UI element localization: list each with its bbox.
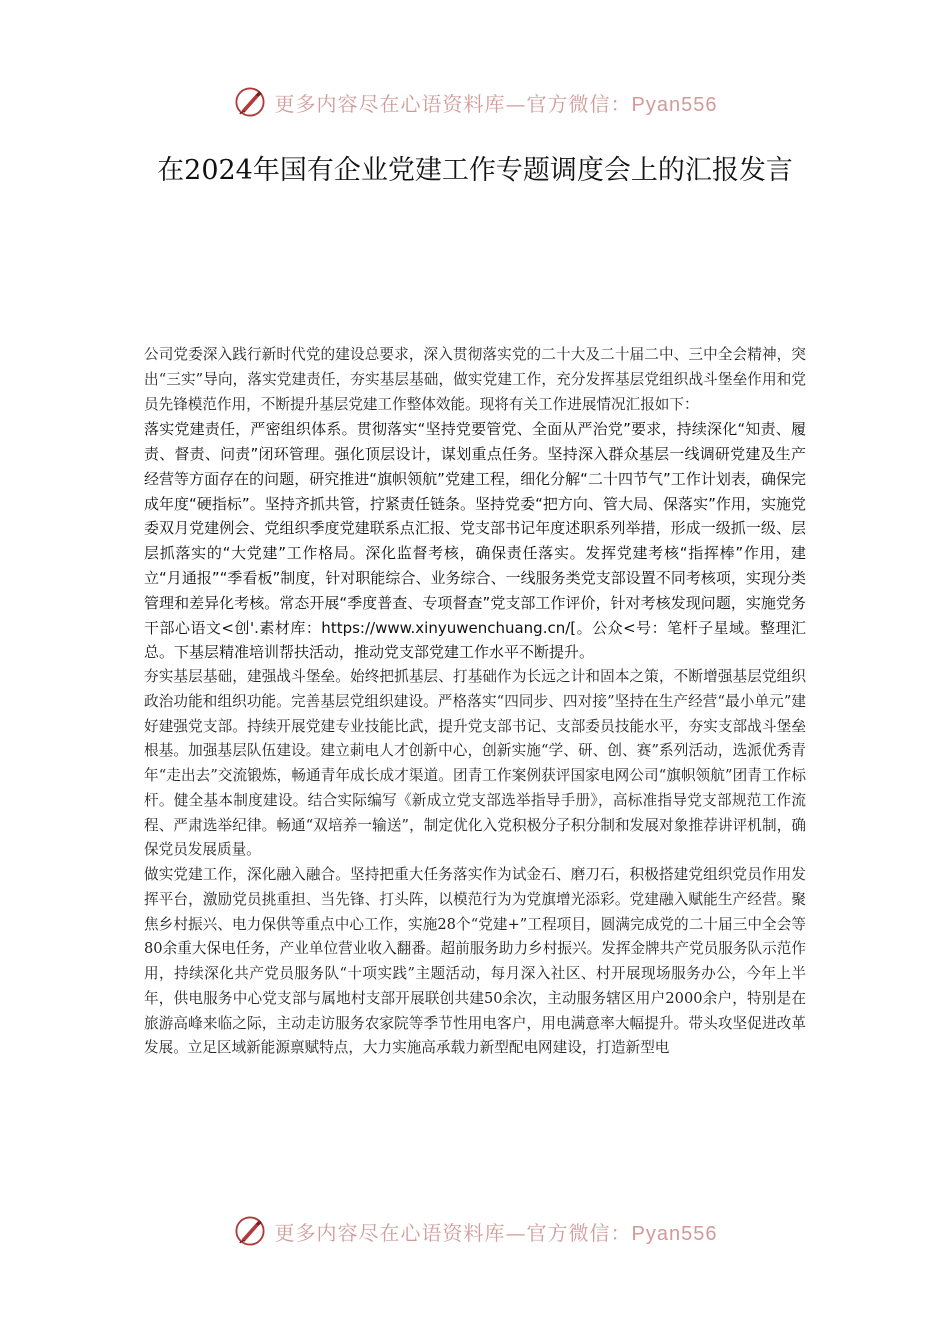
section-paragraph-integration: 做实党建工作，深化融入融合。坚持把重大任务落实作为试金石、磨刀石，积极搭建党组织党员作用发挥平台，激励党员挑重担、当先锋、打头阵，以模范行为为党旗增光添彩。党建融入赋能生产经营。聚焦乡村振兴、电力保供等重点中心工作，实施28个“党建+”工程项目，圆满完成党的二十届三中全会等80余重大保电任务，产业单位营业收入翻番。超前服务助力乡村振兴。发挥金牌共产党员服务队示范作用，持续深化共产党员服务队“十项实践”主题活动，每月深入社区、村开展现场服务办公，今年上半年，供电服务中心党支部与属地村支部开展联创共建50余次，主动服务辖区用户2000余户，特别是在旅游高峰来临之际，主动走访服务农家院等季节性用电客户，用电满意率大幅提升。带头攻坚促进改革发展。立足区域新能源禀赋特点，大力实施高承载力新型配电网建设，打造新型电 [144, 866, 806, 1057]
pen-logo-icon [233, 1214, 267, 1248]
document-title: 在2024年国有企业党建工作专题调度会上的汇报发言 [157, 155, 793, 186]
watermark-wechat-id: Pyan556 [631, 1222, 718, 1245]
watermark-text-cn: 更多内容尽在心语资料库—官方微信： [274, 91, 632, 116]
header-watermark-banner [0, 82, 950, 122]
watermark-text-cn: 更多内容尽在心语资料库—官方微信： [274, 1220, 632, 1245]
watermark-text [275, 1217, 718, 1246]
footer-watermark-banner [0, 1211, 950, 1251]
pen-logo-icon [233, 85, 267, 119]
section-paragraph-grassroots: 夯实基层基础，建强战斗堡垒。始终把抓基层、打基础作为长远之计和固本之策，不断增强基层党组织政治功能和组织功能。完善基层党组织建设。严格落实“四同步、四对接”坚持在生产经营“最小单元”建好建强党支部。持续开展党建专业技能比武，提升党支部书记、支部委员技能水平，夯实支部战斗堡垒根基。加强基层队伍建设。建立莿电人才创新中心，创新实施“学、研、创、赛”系列活动，选派优秀青年“走出去”交流锻炼，畅通青年成长成才渠道。团青工作案例获评国家电网公司“旗帜领航”团青工作标杆。健全基本制度建设。结合实际编写《新成立党支部选举指导手册》，高标准指导党支部规范工作流程、严肃选举纪律。畅通“双培养一输送”，制定优化入党积极分子积分制和发展对象推荐讲评机制，确保党员发展质量。 [144, 668, 806, 859]
intro-paragraph: 公司党委深入践行新时代党的建设总要求，深入贯彻落实党的二十大及二十届二中、三中全会精神，突出“三实”导向，落实党建责任，夯实基层基础，做实党建工作，充分发挥基层党组织战斗堡垒作用和党员先锋模范作用，不断提升基层党建工作整体效能。现将有关工作进展情况汇报如下： [144, 346, 806, 413]
document-body [144, 343, 806, 1061]
watermark-text [275, 88, 718, 117]
section-paragraph-responsibility: 落实党建责任，严密组织体系。贯彻落实“坚持党要管党、全面从严治党”要求，持续深化“知责、履责、督责、问责”闭环管理。强化顶层设计，谋划重点任务。坚持深入群众基层一线调研党建及生产经营等方面存在的问题，研究推进“旗帜领航”党建工程，细化分解“二十四节气”工作计划表，确保完成年度“硬指标”。坚持齐抓共管，拧紧责任链条。坚持党委“把方向、管大局、保落实”作用，实施党委双月党建例会、党组织季度党建联系点汇报、党支部书记年度述职系列举措，形成一级抓一级、层层抓落实的“大党建”工作格局。深化监督考核，确保责任落实。发挥党建考核“指挥棒”作用，建立“月通报”“季看板”制度，针对职能综合、业务综合、一线服务类党支部设置不同考核项，实现分类管理和差异化考核。常态开展“季度普查、专项督查”党支部工作评价，针对考核发现问题，实施党务干部心语文<创'.素材库：https://www.xinyuwenchuang.cn/[。公众<号：笔杆子星域。整理汇总。下基层精准培训帮扶活动，推动党支部党建工作水平不断提升。 [144, 420, 806, 662]
watermark-wechat-id: Pyan556 [631, 93, 718, 116]
